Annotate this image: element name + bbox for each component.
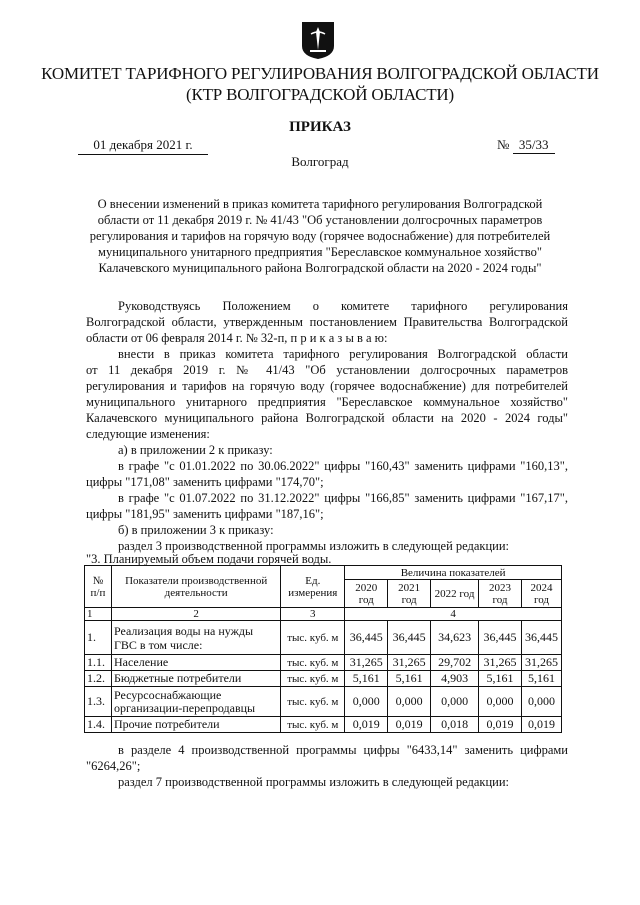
row-num: 1.1. bbox=[85, 655, 112, 671]
header-num: № п/п bbox=[85, 566, 112, 608]
col-num: 2 bbox=[111, 608, 280, 621]
row-unit: тыс. куб. м bbox=[281, 687, 345, 717]
row-value: 36,445 bbox=[521, 621, 561, 655]
table-row bbox=[85, 717, 562, 733]
text-line: раздел 7 производственной программы изложить в следующей редакции: bbox=[118, 775, 510, 789]
text-line: в графе "с 01.07.2022 по 31.12.2022" цифры "166,85" заменить цифрами "167,17", bbox=[118, 491, 568, 505]
row-name: Прочие потребители bbox=[111, 717, 280, 733]
section-title: "3. Планируемый объем подачи горячей воды. bbox=[86, 552, 332, 566]
table-row bbox=[85, 621, 562, 655]
row-value: 31,265 bbox=[345, 655, 388, 671]
header-year: 2020 год bbox=[345, 580, 388, 608]
row-value: 4,903 bbox=[431, 671, 479, 687]
table-row bbox=[85, 671, 562, 687]
row-value: 0,019 bbox=[479, 717, 522, 733]
number-value: 35/33 bbox=[513, 137, 555, 154]
text-line: внести в приказ комитета тарифного регулирования Волгоградской области bbox=[118, 347, 568, 361]
organization-short-name: (КТР ВОЛГОГРАДСКОЙ ОБЛАСТИ) bbox=[186, 85, 454, 104]
text-line: Калачевского муниципального района Волгоградской области на 2020 - 2024 годы" bbox=[86, 411, 568, 425]
col-num: 3 bbox=[281, 608, 345, 621]
row-value: 29,702 bbox=[431, 655, 479, 671]
document-date: 01 декабря 2021 г. bbox=[78, 137, 208, 155]
document-subject bbox=[70, 196, 570, 276]
text-line: Руководствуясь Положением о комитете тарифного регулирования bbox=[118, 299, 568, 313]
subject-line: регулирования и тарифов на горячую воду (горячее водоснабжение) для потребителей bbox=[89, 229, 551, 243]
header-year: 2021 год bbox=[388, 580, 431, 608]
subject-line: Калачевского муниципального района Волгоградской области на 2020 - 2024 годы" bbox=[98, 261, 542, 275]
row-value: 36,445 bbox=[345, 621, 388, 655]
text-line: раздел 3 производственной программы изложить в следующей редакции: bbox=[118, 539, 510, 553]
paragraph-basis bbox=[86, 298, 568, 346]
row-value: 0,019 bbox=[521, 717, 561, 733]
row-value: 0,000 bbox=[521, 687, 561, 717]
table-row bbox=[85, 655, 562, 671]
row-name: Бюджетные потребители bbox=[111, 671, 280, 687]
row-unit: тыс. куб. м bbox=[281, 655, 345, 671]
col-num: 4 bbox=[345, 608, 562, 621]
text-line: цифры "181,95" заменить цифрами "187,16"; bbox=[86, 507, 324, 521]
text-line: следующие изменения: bbox=[86, 427, 210, 441]
header-year: 2024 год bbox=[521, 580, 561, 608]
row-value: 5,161 bbox=[521, 671, 561, 687]
col-num: 1 bbox=[85, 608, 112, 621]
row-unit: тыс. куб. м bbox=[281, 671, 345, 687]
city: Волгоград bbox=[291, 154, 349, 169]
organization-name: КОМИТЕТ ТАРИФНОГО РЕГУЛИРОВАНИЯ ВОЛГОГРАДСКОЙ ОБЛАСТИ bbox=[41, 64, 599, 83]
text-line: а) в приложении 2 к приказу: bbox=[118, 443, 273, 457]
row-value: 5,161 bbox=[479, 671, 522, 687]
paragraph-changes bbox=[86, 346, 568, 442]
paragraph-appendix-2 bbox=[86, 442, 568, 554]
row-name: Население bbox=[111, 655, 280, 671]
text-line: муниципального унитарного предприятия "Береславское коммунальное хозяйство" bbox=[86, 395, 568, 409]
text-line: "6264,26"; bbox=[86, 759, 141, 773]
subject-line: О внесении изменений в приказ комитета тарифного регулирования Волгоградской bbox=[97, 197, 543, 211]
row-value: 5,161 bbox=[388, 671, 431, 687]
row-num: 1.3. bbox=[85, 687, 112, 717]
hot-water-volume-table bbox=[84, 565, 562, 733]
table-row bbox=[85, 687, 562, 717]
row-value: 0,019 bbox=[388, 717, 431, 733]
subject-line: муниципального унитарного предприятия "Береславское коммунальное хозяйство" bbox=[98, 245, 542, 259]
document-type: ПРИКАЗ bbox=[289, 119, 351, 135]
row-value: 36,445 bbox=[479, 621, 522, 655]
row-unit: тыс. куб. м bbox=[281, 717, 345, 733]
row-value: 0,018 bbox=[431, 717, 479, 733]
text-line: области от 06 февраля 2014 г. № 32-п, п р и к а з ы в а ю: bbox=[86, 331, 388, 345]
header-indicator: Показатели производственной деятельности bbox=[111, 566, 280, 608]
row-value: 36,445 bbox=[388, 621, 431, 655]
row-unit: тыс. куб. м bbox=[281, 621, 345, 655]
row-num: 1. bbox=[85, 621, 112, 655]
paragraph-section-4 bbox=[86, 742, 568, 790]
document-number bbox=[497, 137, 559, 154]
text-line: цифры "171,08" заменить цифрами "174,70"; bbox=[86, 475, 324, 489]
number-prefix: № bbox=[497, 137, 510, 152]
text-line: от 11 декабря 2019 г. № 41/43 "Об установлении долгосрочных параметров bbox=[86, 363, 568, 377]
text-line: в графе "с 01.01.2022 по 30.06.2022" цифры "160,43" заменить цифрами "160,13", bbox=[118, 459, 568, 473]
row-value: 31,265 bbox=[521, 655, 561, 671]
row-value: 0,000 bbox=[345, 687, 388, 717]
coat-of-arms-icon bbox=[298, 20, 338, 60]
row-name: Реализация воды на нужды ГВС в том числе: bbox=[111, 621, 280, 655]
row-value: 0,000 bbox=[431, 687, 479, 717]
header-year: 2023 год bbox=[479, 580, 522, 608]
header-unit: Ед. измерения bbox=[281, 566, 345, 608]
row-name: Ресурсоснабжающие организации-перепродавцы bbox=[111, 687, 280, 717]
row-num: 1.2. bbox=[85, 671, 112, 687]
row-value: 31,265 bbox=[388, 655, 431, 671]
header-values: Величина показателей bbox=[345, 566, 562, 580]
text-line: б) в приложении 3 к приказу: bbox=[118, 523, 274, 537]
text-line: Волгоградской области, утвержденным постановлением Правительства Волгоградской bbox=[86, 315, 568, 329]
text-line: в разделе 4 производственной программы цифры "6433,14" заменить цифрами bbox=[118, 743, 568, 757]
header-year: 2022 год bbox=[431, 580, 479, 608]
row-value: 0,019 bbox=[345, 717, 388, 733]
row-value: 31,265 bbox=[479, 655, 522, 671]
row-value: 0,000 bbox=[388, 687, 431, 717]
row-value: 34,623 bbox=[431, 621, 479, 655]
row-value: 0,000 bbox=[479, 687, 522, 717]
text-line: регулирования и тарифов на горячую воду (горячее водоснабжение) для потребителей bbox=[86, 379, 568, 393]
subject-line: области от 11 декабря 2019 г. № 41/43 "Об установлении долгосрочных параметров bbox=[97, 213, 543, 227]
row-num: 1.4. bbox=[85, 717, 112, 733]
row-value: 5,161 bbox=[345, 671, 388, 687]
